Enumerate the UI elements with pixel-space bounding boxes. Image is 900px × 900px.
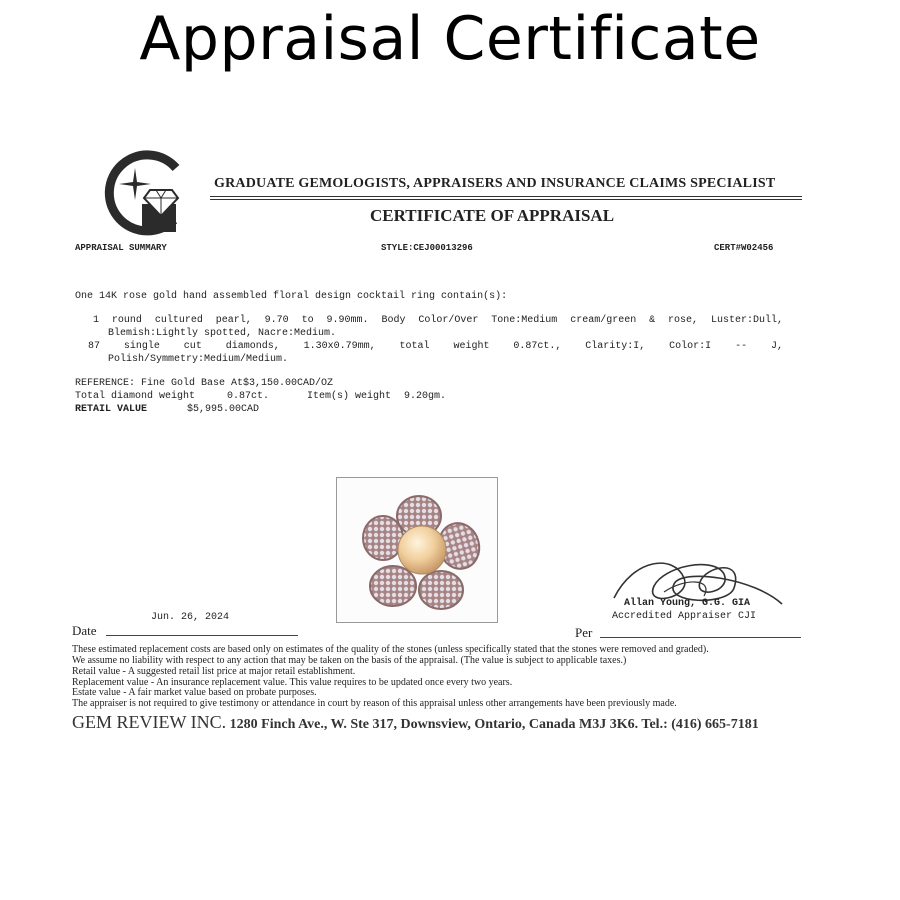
- disclaimer-line: The appraiser is not required to give testimony or attendance in court by reason of this appraisal unless other arrangements have been previously made.: [72, 698, 677, 709]
- disclaimer-line: Retail value - A suggested retail list price at major retail establishment.: [72, 666, 356, 677]
- disclaimer-line: Estate value - A fair market value based on probate purposes.: [72, 687, 317, 698]
- company-footer: [72, 712, 759, 733]
- company-name: GEM REVIEW INC.: [72, 712, 227, 732]
- item-weight-label: Item(s) weight: [307, 391, 392, 402]
- date-value: Jun. 26, 2024: [151, 612, 230, 623]
- pearl-line-1: 1 round cultured pearl, 9.70 to 9.90mm. Body Color/Over Tone:Medium cream/green & rose, Luster:Dull,: [93, 315, 783, 326]
- divider: [210, 199, 802, 200]
- date-line: [106, 635, 298, 636]
- appraiser-name: Allan Young, G.G. GIA: [624, 598, 751, 609]
- summary-label: APPRAISAL SUMMARY: [75, 243, 167, 253]
- reference: REFERENCE: Fine Gold Base At$3,150.00CAD/OZ: [75, 378, 334, 389]
- total-diamond-label: Total diamond weight: [75, 391, 196, 402]
- disclaimer-line: Replacement value - An insurance replacement value. This value requires to be updated once every two years.: [72, 677, 513, 688]
- divider: [210, 196, 802, 197]
- pearl-line-2: Blemish:Lightly spotted, Nacre:Medium.: [108, 328, 337, 339]
- description-intro: One 14K rose gold hand assembled floral design cocktail ring contain(s):: [75, 291, 508, 302]
- gem-logo-icon: [98, 150, 186, 242]
- disclaimer-line: These estimated replacement costs are based only on estimates of the quality of the stones (unless specifically stated that the stones were removed and graded).: [72, 644, 709, 655]
- header-tagline: GRADUATE GEMOLOGISTS, APPRAISERS AND INSURANCE CLAIMS SPECIALIST: [214, 176, 776, 191]
- per-label: Per: [575, 625, 593, 640]
- item-weight-value: 9.20gm.: [404, 391, 447, 402]
- page-title: Appraisal Certificate: [139, 4, 761, 74]
- total-diamond-value: 0.87ct.: [227, 391, 270, 402]
- certificate-title: CERTIFICATE OF APPRAISAL: [370, 206, 615, 225]
- diamond-line-1: 87 single cut diamonds, 1.30x0.79mm, total weight 0.87ct., Clarity:I, Color:I -- J,: [88, 341, 783, 352]
- style-code: STYLE:CEJ00013296: [381, 243, 473, 253]
- per-line: [600, 637, 801, 638]
- date-label: Date: [72, 623, 97, 638]
- ring-photo: [336, 477, 498, 623]
- diamond-line-2: Polish/Symmetry:Medium/Medium.: [108, 354, 289, 365]
- ring-illustration: [337, 478, 497, 622]
- retail-value: $5,995.00CAD: [187, 404, 260, 415]
- retail-label: RETAIL VALUE: [75, 404, 148, 415]
- company-address: 1280 Finch Ave., W. Ste 317, Downsview, Ontario, Canada M3J 3K6.: [229, 717, 639, 732]
- company-phone: Tel.: (416) 665-7181: [641, 717, 759, 732]
- cert-number: CERT#W02456: [714, 243, 774, 253]
- disclaimer-line: We assume no liability with respect to any action that may be taken on the basis of the appraisal. (The value is subject to applicable taxes.): [72, 655, 627, 666]
- appraiser-title: Accredited Appraiser CJI: [612, 611, 757, 622]
